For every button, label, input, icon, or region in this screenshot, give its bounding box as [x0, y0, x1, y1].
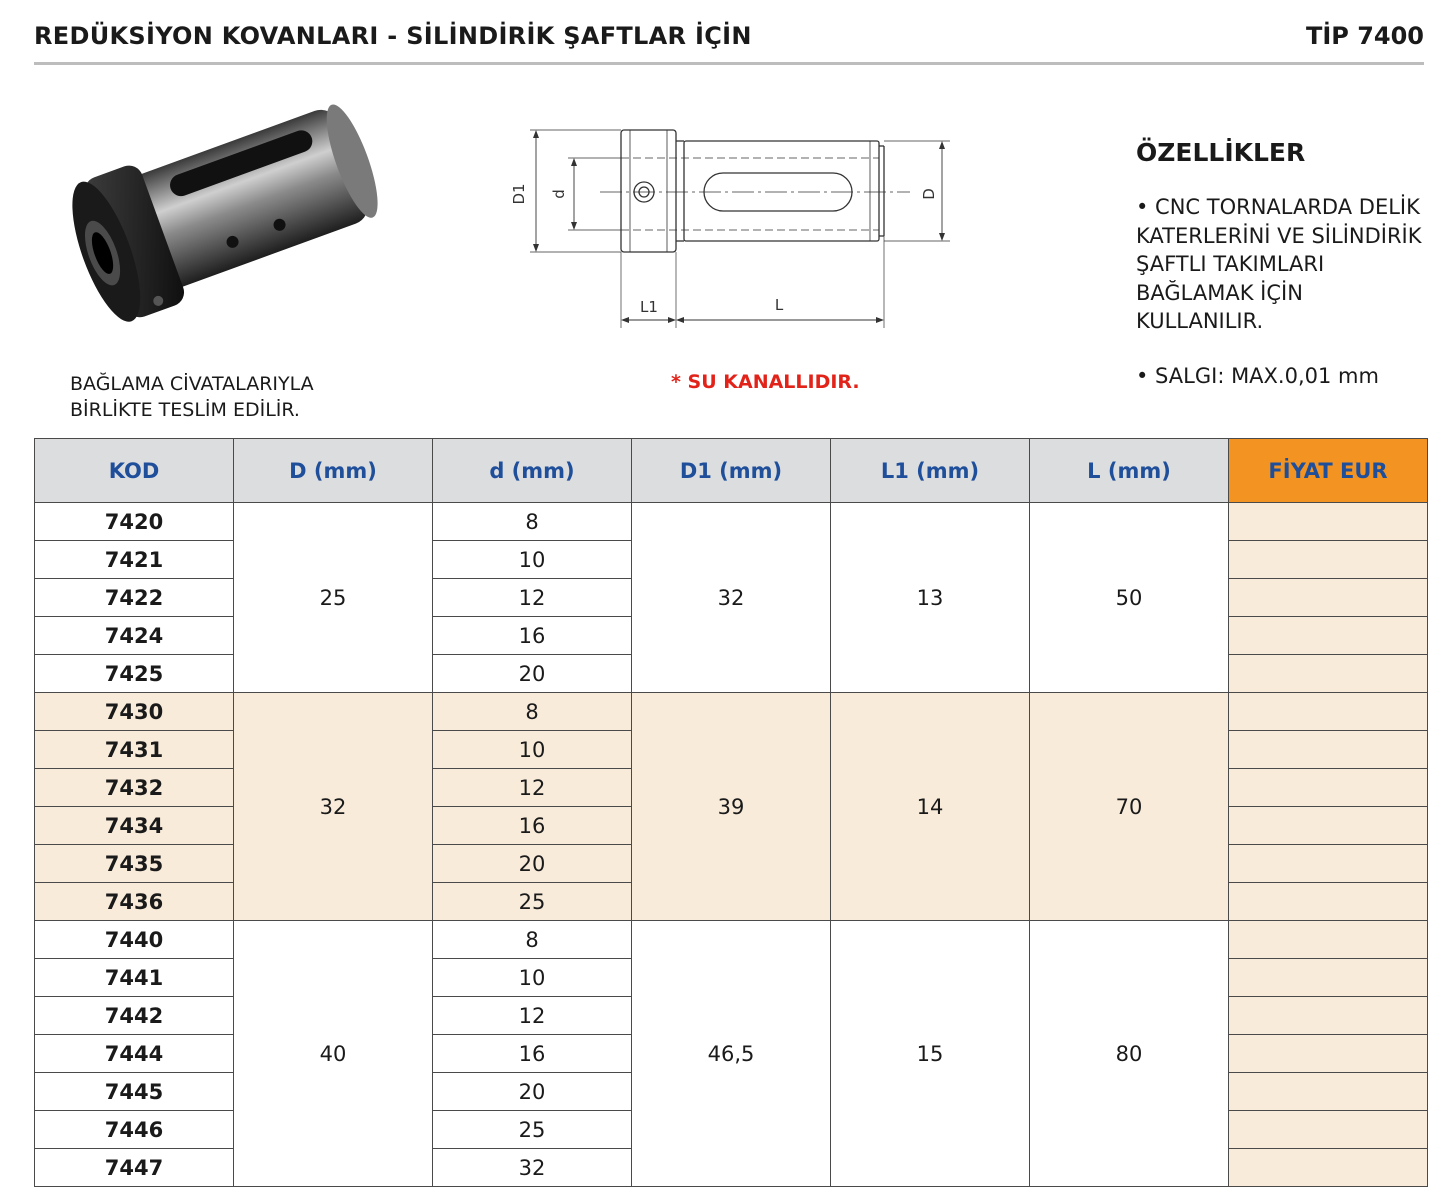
delivery-note-line2: BİRLİKTE TESLİM EDİLİR. — [70, 399, 300, 421]
features-panel — [1136, 138, 1436, 416]
cell-price — [1229, 1149, 1428, 1187]
cell-d: 16 — [433, 807, 632, 845]
cell-kod: 7447 — [35, 1149, 234, 1187]
cell-d: 12 — [433, 769, 632, 807]
col-header-kod: KOD — [35, 439, 234, 503]
product-photo — [62, 92, 392, 332]
cell-d: 32 — [433, 1149, 632, 1187]
cell-price — [1229, 845, 1428, 883]
cell-price — [1229, 655, 1428, 693]
header-divider — [34, 62, 1424, 65]
delivery-note-line1: BAĞLAMA CİVATALARIYLA — [70, 373, 314, 395]
dim-L-label: L — [774, 296, 784, 314]
cell-d: 25 — [433, 1111, 632, 1149]
cell-price — [1229, 883, 1428, 921]
cell-kod: 7444 — [35, 1035, 234, 1073]
cell-kod: 7431 — [35, 731, 234, 769]
cell-kod: 7441 — [35, 959, 234, 997]
technical-drawing — [500, 118, 970, 340]
cell-D1: 39 — [632, 693, 831, 921]
cell-price — [1229, 1035, 1428, 1073]
table-row — [35, 693, 1428, 731]
cell-d: 25 — [433, 883, 632, 921]
feature-item: • SALGI: MAX.0,01 mm — [1136, 363, 1379, 388]
col-header-d: d (mm) — [433, 439, 632, 503]
table-row — [35, 503, 1428, 541]
col-header-D1: D1 (mm) — [632, 439, 831, 503]
cell-price — [1229, 541, 1428, 579]
cell-kod: 7420 — [35, 503, 234, 541]
cell-d: 8 — [433, 503, 632, 541]
cell-d: 12 — [433, 579, 632, 617]
cell-L1: 15 — [831, 921, 1030, 1187]
cell-D: 40 — [234, 921, 433, 1187]
cell-d: 10 — [433, 541, 632, 579]
spec-table — [34, 438, 1428, 1187]
cell-L: 70 — [1030, 693, 1229, 921]
feature-item: • CNC TORNALARDA DELİK KATERLERİNİ VE SİLİNDİRİK ŞAFTLI TAKIMLARI BAĞLAMAK İÇİN KULLANILIR. — [1136, 195, 1422, 333]
col-header-D: D (mm) — [234, 439, 433, 503]
table-body — [35, 503, 1428, 1187]
cell-d: 8 — [433, 693, 632, 731]
cell-d: 20 — [433, 655, 632, 693]
cell-price — [1229, 769, 1428, 807]
cell-d: 16 — [433, 617, 632, 655]
cell-price — [1229, 807, 1428, 845]
cell-D1: 46,5 — [632, 921, 831, 1187]
cell-kod: 7430 — [35, 693, 234, 731]
cell-price — [1229, 1111, 1428, 1149]
dim-D-label: D — [920, 188, 938, 200]
cell-kod: 7446 — [35, 1111, 234, 1149]
dim-D1-label: D1 — [510, 183, 528, 205]
cell-price — [1229, 959, 1428, 997]
col-header-L1: L1 (mm) — [831, 439, 1030, 503]
cell-D: 25 — [234, 503, 433, 693]
cell-L1: 14 — [831, 693, 1030, 921]
page-title: REDÜKSİYON KOVANLARI - SİLİNDİRİK ŞAFTLAR İÇİN — [34, 22, 752, 50]
cell-kod: 7421 — [35, 541, 234, 579]
type-label: TİP 7400 — [1305, 22, 1424, 50]
col-header-price: FİYAT EUR — [1229, 439, 1428, 503]
cell-price — [1229, 579, 1428, 617]
cell-kod: 7434 — [35, 807, 234, 845]
col-header-L: L (mm) — [1030, 439, 1229, 503]
cell-kod: 7435 — [35, 845, 234, 883]
cell-d: 12 — [433, 997, 632, 1035]
cell-kod: 7425 — [35, 655, 234, 693]
cell-price — [1229, 503, 1428, 541]
cell-kod: 7424 — [35, 617, 234, 655]
cell-kod: 7440 — [35, 921, 234, 959]
cell-d: 16 — [433, 1035, 632, 1073]
cell-L: 80 — [1030, 921, 1229, 1187]
delivery-note — [70, 371, 314, 423]
table-header-row — [35, 439, 1428, 503]
cell-D1: 32 — [632, 503, 831, 693]
dim-d-label: d — [550, 189, 568, 199]
dim-L1-label: L1 — [640, 298, 658, 316]
cell-price — [1229, 693, 1428, 731]
cell-kod: 7442 — [35, 997, 234, 1035]
cell-price — [1229, 731, 1428, 769]
cell-kod: 7436 — [35, 883, 234, 921]
cell-price — [1229, 997, 1428, 1035]
cell-D: 32 — [234, 693, 433, 921]
cell-kod: 7445 — [35, 1073, 234, 1111]
cell-d: 20 — [433, 845, 632, 883]
cell-d: 8 — [433, 921, 632, 959]
features-title: ÖZELLİKLER — [1136, 138, 1306, 167]
cell-d: 10 — [433, 959, 632, 997]
water-channel-note: * SU KANALLIDIR. — [671, 371, 860, 393]
cell-L: 50 — [1030, 503, 1229, 693]
cell-price — [1229, 617, 1428, 655]
table-row — [35, 921, 1428, 959]
cell-d: 20 — [433, 1073, 632, 1111]
cell-L1: 13 — [831, 503, 1030, 693]
cell-d: 10 — [433, 731, 632, 769]
cell-kod: 7422 — [35, 579, 234, 617]
cell-kod: 7432 — [35, 769, 234, 807]
cell-price — [1229, 1073, 1428, 1111]
cell-price — [1229, 921, 1428, 959]
